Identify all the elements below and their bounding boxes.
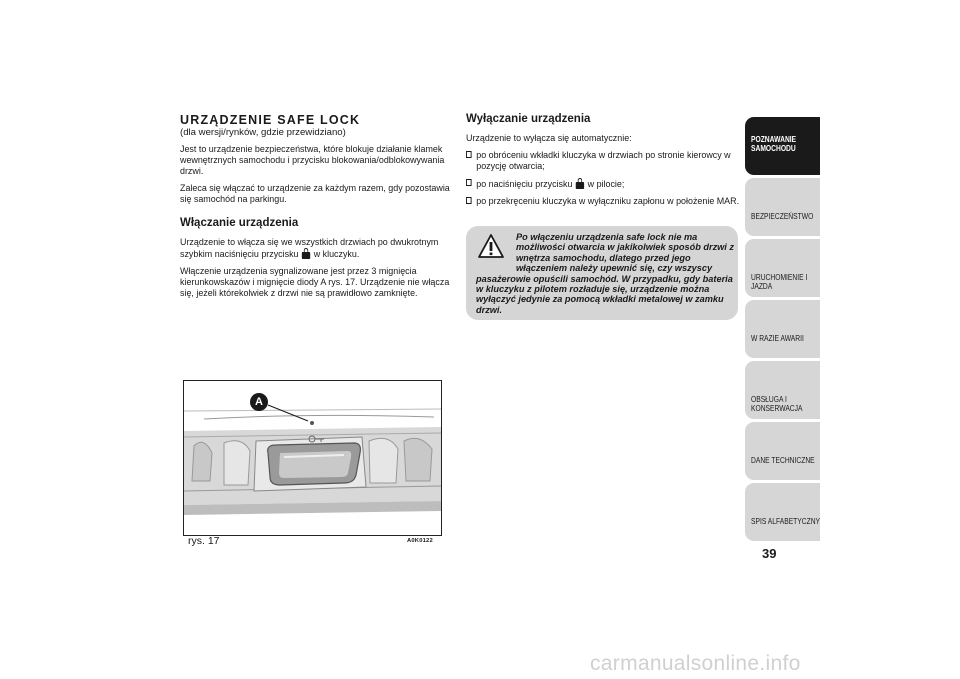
tab-w-razie-awarii[interactable]: W RAZIE AWARII [745,300,820,358]
tab-poznawanie-samochodu[interactable]: POZNAWANIE SAMOCHODU [745,117,820,175]
heading-enable: Włączanie urządzenia [180,217,299,229]
paragraph-3-text-a: Urządzenie to włącza się we wszystkich drzwiach po dwukrotnym szybkim naciśnięciu przycisku [180,237,439,260]
warning-text: Po włączeniu urządzenia safe lock nie ma możliwości otwarcia w jakikolwiek sposób drzwi z wnętrza samochodu, dlatego przed jego włączeniem należy upewnić się, czy wszyscy pasażerowie opuścili samochód. W przypadku, gdy bateria w kluczyku z pilotem rozładuje się, urządzenie można wyłączyć jedynie za pomocą wkładki metalowej w zamku drzwi. [476,232,735,315]
right-column [466,113,738,213]
list-item: po naciśnięciu przycisku w pilocie; [466,178,748,190]
warning-box [466,226,738,320]
paragraph-2: Zaleca się włączać to urządzenie za każdym razem, gdy pozostawia się samochód na parkingu. [180,183,450,205]
marker-a-label: A [255,396,263,408]
watermark: carmanualsonline.info [590,652,801,675]
figure-caption: rys. 17 [188,535,220,547]
left-column [180,113,452,305]
paragraph-4: Włączenie urządzenia sygnalizowane jest przez 3 mignięcia kierunkowskazów i mignięcie diody A rys. 17. Urządzenie nie włącza się, jeżeli którekolwiek z drzwi nie są prawidłowo zamknięte. [180,266,450,299]
paragraph-1: Jest to urządzenie bezpieczeństwa, które blokuje działanie klamek wewnętrznych samochodu i przycisku blokowania/odblokowywania drzwi. [180,144,445,177]
unlock-icon [576,178,584,189]
paragraph-3 [180,237,452,260]
tab-dane-techniczne[interactable]: DANE TECHNICZNE [745,422,820,480]
disable-list [466,150,738,207]
paragraph-3-text-b: w kluczyku. [313,249,360,260]
list-item: po przekręceniu kluczyka w wyłączniku zapłonu w położenie MAR. [466,196,748,207]
list-item: po obróceniu wkładki kluczyka w drzwiach po stronie kierowcy w pozycję otwarcia; [466,150,748,172]
heading-disable: Wyłączanie urządzenia [466,113,591,125]
page-number: 39 [762,546,777,561]
checkbox-bullet-icon [466,151,472,158]
door-handle-illustration [184,381,441,535]
section-title: URZĄDZENIE SAFE LOCK [180,113,361,127]
tab-uruchomienie-i-jazda[interactable]: URUCHOMIENIE I JAZDA [745,239,820,297]
chapter-tabs [745,117,820,544]
tab-spis-alfabetyczny[interactable]: SPIS ALFABETYCZNY [745,483,820,541]
checkbox-bullet-icon [466,197,472,204]
disable-intro: Urządzenie to wyłącza się automatycznie: [466,133,632,144]
tab-bezpieczenstwo[interactable]: BEZPIECZEŃSTWO [745,178,820,236]
section-subtitle: (dla wersji/rynków, gdzie przewidziano) [180,127,346,138]
lock-icon [302,248,310,259]
figure-code: A0K0122 [407,538,433,544]
figure-door-handle [183,380,442,536]
checkbox-bullet-icon [466,179,472,186]
tab-obsluga-i-konserwacja[interactable]: OBSŁUGA I KONSERWACJA [745,361,820,419]
